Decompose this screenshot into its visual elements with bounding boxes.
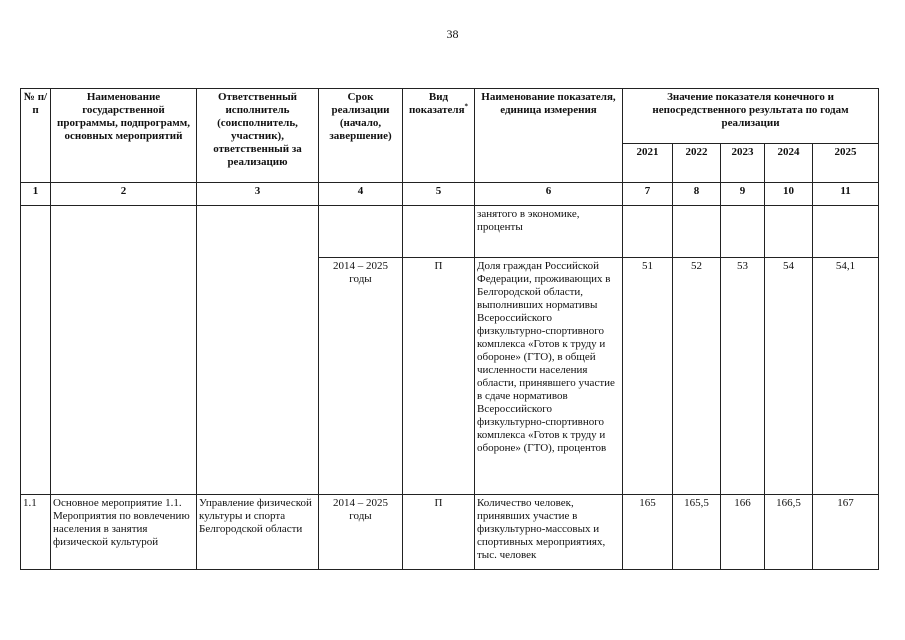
row-program-name: Основное мероприятие 1.1. Мероприятия по вовлечению населения в занятия физической культурой [51,495,197,570]
column-number: 8 [673,183,721,206]
row-term: 2014 – 2025 годы [319,495,403,570]
header-values-group: Значение показателя конечного и непосредственного результата по годам реализации [623,89,879,144]
row-value-2023: 53 [721,258,765,495]
column-number: 4 [319,183,403,206]
header-col-indicator-type-label: Вид показателя [408,91,465,116]
row-number [21,206,51,495]
row-value-2025: 167 [813,495,879,570]
row-number: 1.1 [21,495,51,570]
row-value-2023 [721,206,765,258]
column-number: 5 [403,183,475,206]
row-value-2021 [623,206,673,258]
row-term [319,206,403,258]
column-numbers-row [21,183,879,206]
header-col-term: Срок реализации (начало, завершение) [319,89,403,183]
row-value-2025 [813,206,879,258]
header-year: 2021 [623,144,673,183]
page-number: 38 [446,27,459,41]
row-value-2022: 52 [673,258,721,495]
program-indicators-table [20,88,879,570]
row-executor: Управление физической культуры и спорта Белгородской области [197,495,319,570]
header-col-executor: Ответственный исполнитель (соисполнитель, участник), ответственный за реализацию [197,89,319,183]
table-row [21,495,879,570]
row-term: 2014 – 2025 годы [319,258,403,495]
header-year: 2025 [813,144,879,183]
row-value-2024: 166,5 [765,495,813,570]
column-number: 11 [813,183,879,206]
column-number: 3 [197,183,319,206]
header-col-program-name: Наименование государственной программы, подпрограмм, основных мероприятий [51,89,197,183]
header-year: 2022 [673,144,721,183]
row-value-2022 [673,206,721,258]
row-indicator-type [403,206,475,258]
column-number: 7 [623,183,673,206]
row-value-2023: 166 [721,495,765,570]
row-indicator-name: Доля граждан Российской Федерации, проживающих в Белгородской области, выполнивших нормативы Всероссийского физкультурно-спортивного комплекса «Готов к труду и обороне» (ГТО), в общей численности населения области, принявшего участие в сдаче нормативов Всероссийского физкультурно-спортивного комплекса «Готов к труду и обороне» (ГТО), процентов [475,258,623,495]
row-indicator-name: Количество человек, принявших участие в физкультурно-массовых и спортивных мероприятиях, тыс. человек [475,495,623,570]
header-col-indicator-type [403,89,475,183]
table-row [21,206,879,258]
column-number: 2 [51,183,197,206]
column-number: 6 [475,183,623,206]
row-value-2021: 51 [623,258,673,495]
row-indicator-name: занятого в экономике, проценты [475,206,623,258]
header-col-indicator-name: Наименование показателя, единица измерения [475,89,623,183]
row-indicator-type: П [403,258,475,495]
row-indicator-type: П [403,495,475,570]
column-number: 9 [721,183,765,206]
row-executor [197,206,319,495]
header-year: 2023 [721,144,765,183]
header-col-number: № п/п [21,89,51,183]
column-number: 1 [21,183,51,206]
row-value-2024 [765,206,813,258]
row-value-2021: 165 [623,495,673,570]
row-program-name [51,206,197,495]
header-year: 2024 [765,144,813,183]
row-value-2024: 54 [765,258,813,495]
column-number: 10 [765,183,813,206]
footnote-marker: * [464,102,469,111]
row-value-2022: 165,5 [673,495,721,570]
row-value-2025: 54,1 [813,258,879,495]
